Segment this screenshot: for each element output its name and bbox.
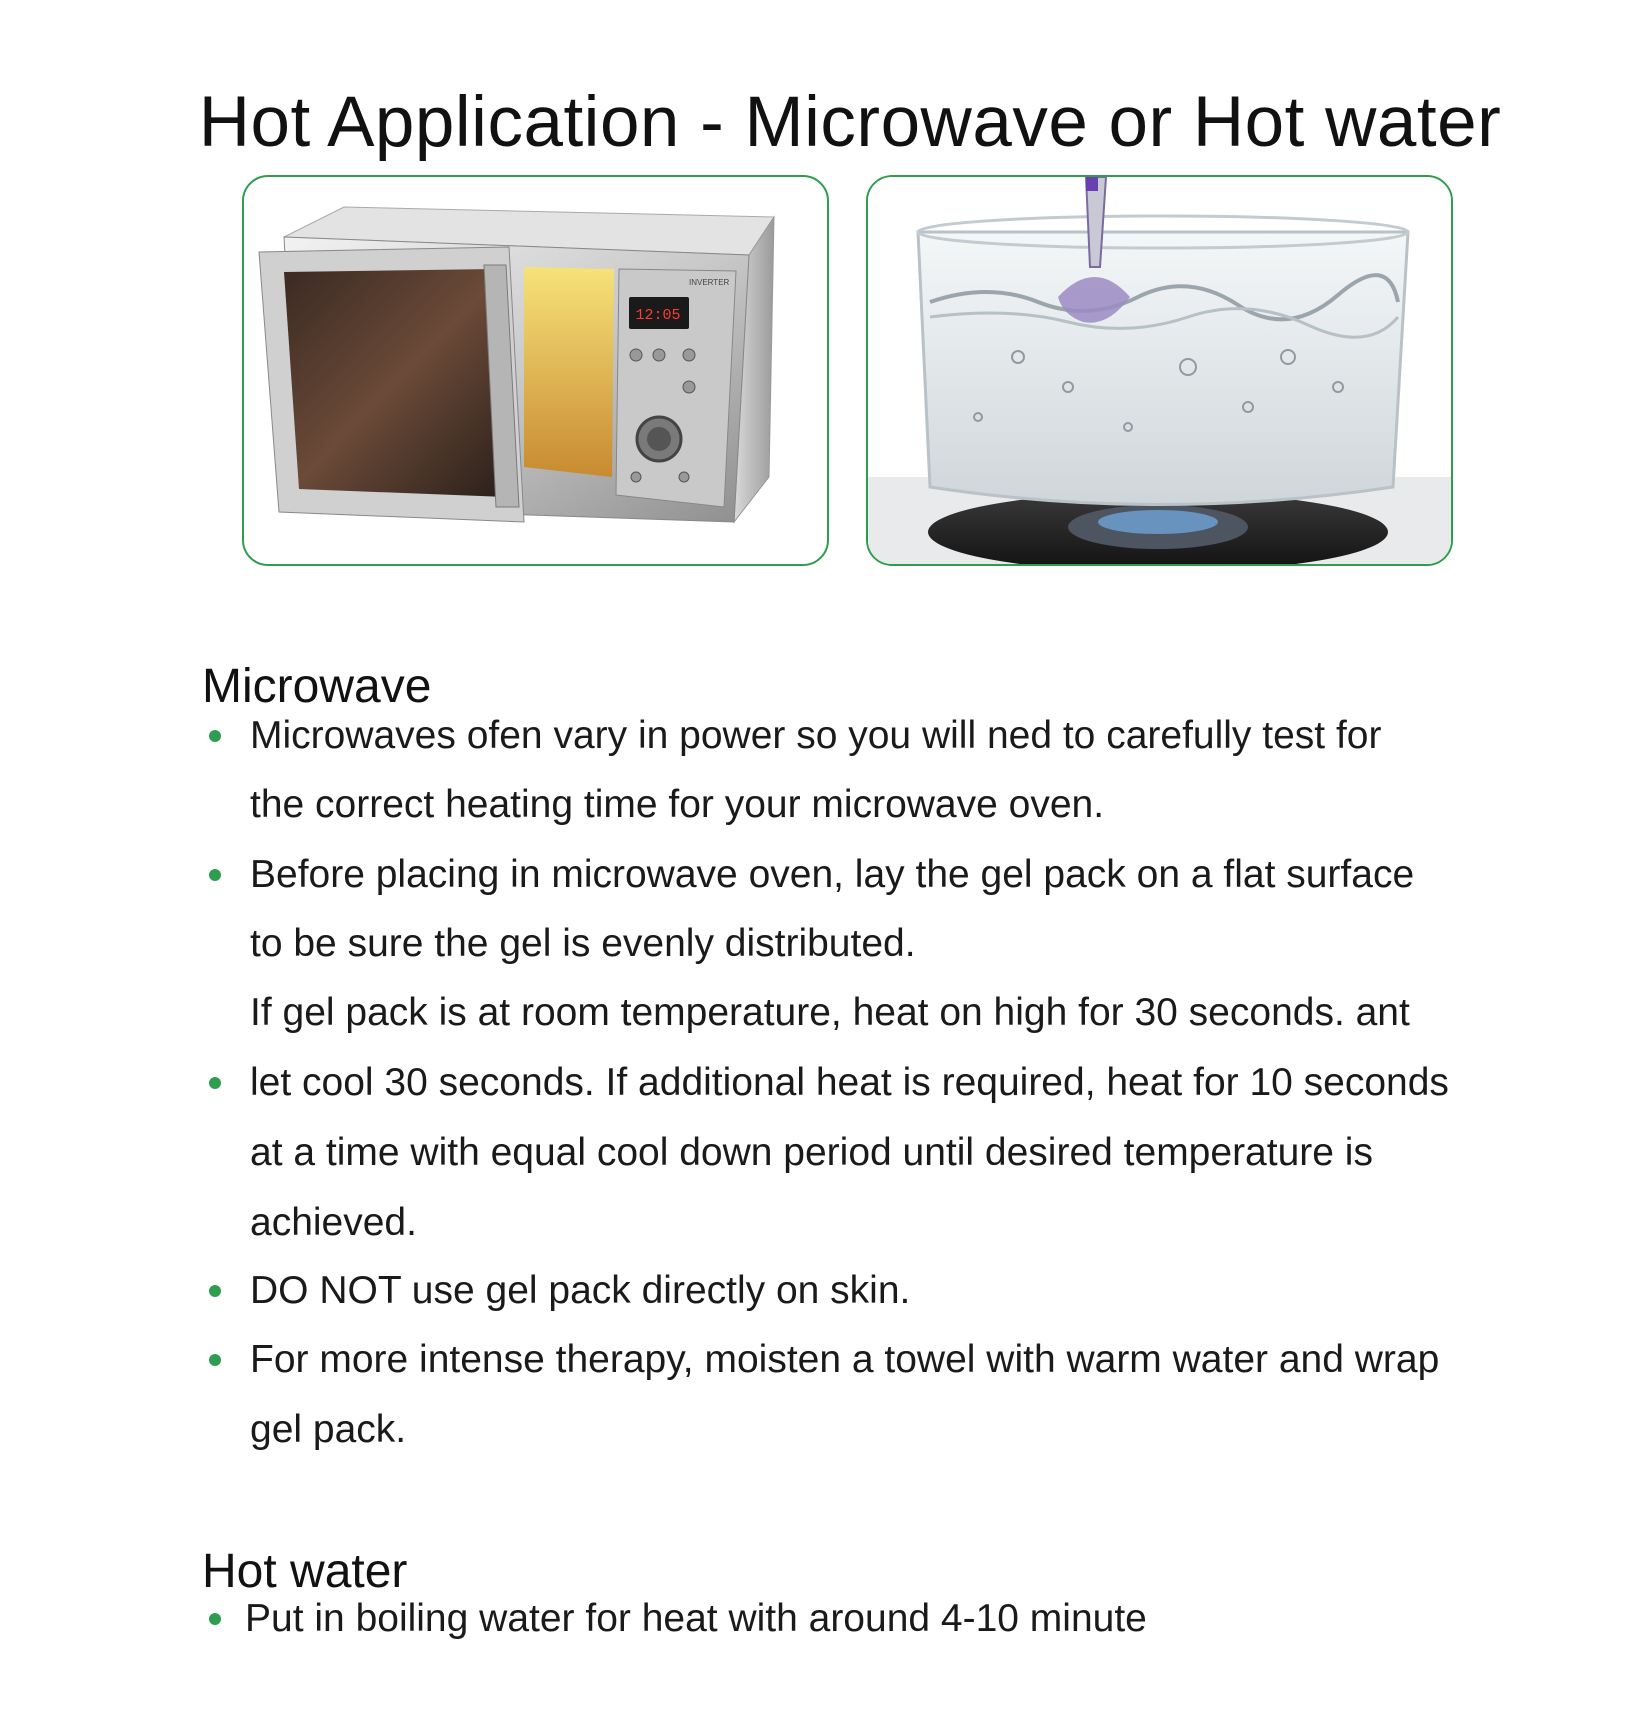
list-item: If gel pack is at room temperature, heat on high for 30 seconds. ant — [250, 991, 1410, 1034]
bullet-dot-icon — [209, 1285, 221, 1297]
list-item: let cool 30 seconds. If additional heat is required, heat for 10 seconds — [250, 1061, 1449, 1104]
list-item: gel pack. — [250, 1408, 407, 1451]
boiling-water-image — [866, 175, 1453, 566]
list-item: achieved. — [250, 1201, 417, 1244]
hot-water-heading: Hot water — [202, 1544, 408, 1598]
page-title: Hot Application - Microwave or Hot water — [198, 82, 1502, 162]
bullet-dot-icon — [209, 1077, 221, 1089]
list-item: For more intense therapy, moisten a towel with warm water and wrap — [250, 1338, 1440, 1381]
microwave-oven-icon — [244, 177, 827, 564]
brand-label: INVERTER — [689, 278, 730, 287]
list-item: to be sure the gel is evenly distributed. — [250, 922, 916, 965]
bullet-dot-icon — [209, 1613, 221, 1625]
list-item: the correct heating time for your microwave oven. — [250, 783, 1105, 826]
microwave-heading: Microwave — [202, 659, 432, 713]
list-item: DO NOT use gel pack directly on skin. — [250, 1269, 911, 1312]
display-readout: 12:05 — [635, 307, 681, 324]
list-item: Before placing in microwave oven, lay the gel pack on a flat surface — [250, 853, 1415, 896]
list-item: Put in boiling water for heat with around 4-10 minute — [245, 1597, 1147, 1640]
bullet-dot-icon — [209, 869, 221, 881]
microwave-image — [242, 175, 829, 566]
list-item: Microwaves ofen vary in power so you will ned to carefully test for — [250, 714, 1382, 757]
bullet-dot-icon — [209, 730, 221, 742]
bullet-dot-icon — [209, 1354, 221, 1366]
list-item: at a time with equal cool down period until desired temperature is — [250, 1131, 1373, 1174]
boiling-water-pot-icon — [868, 177, 1451, 564]
